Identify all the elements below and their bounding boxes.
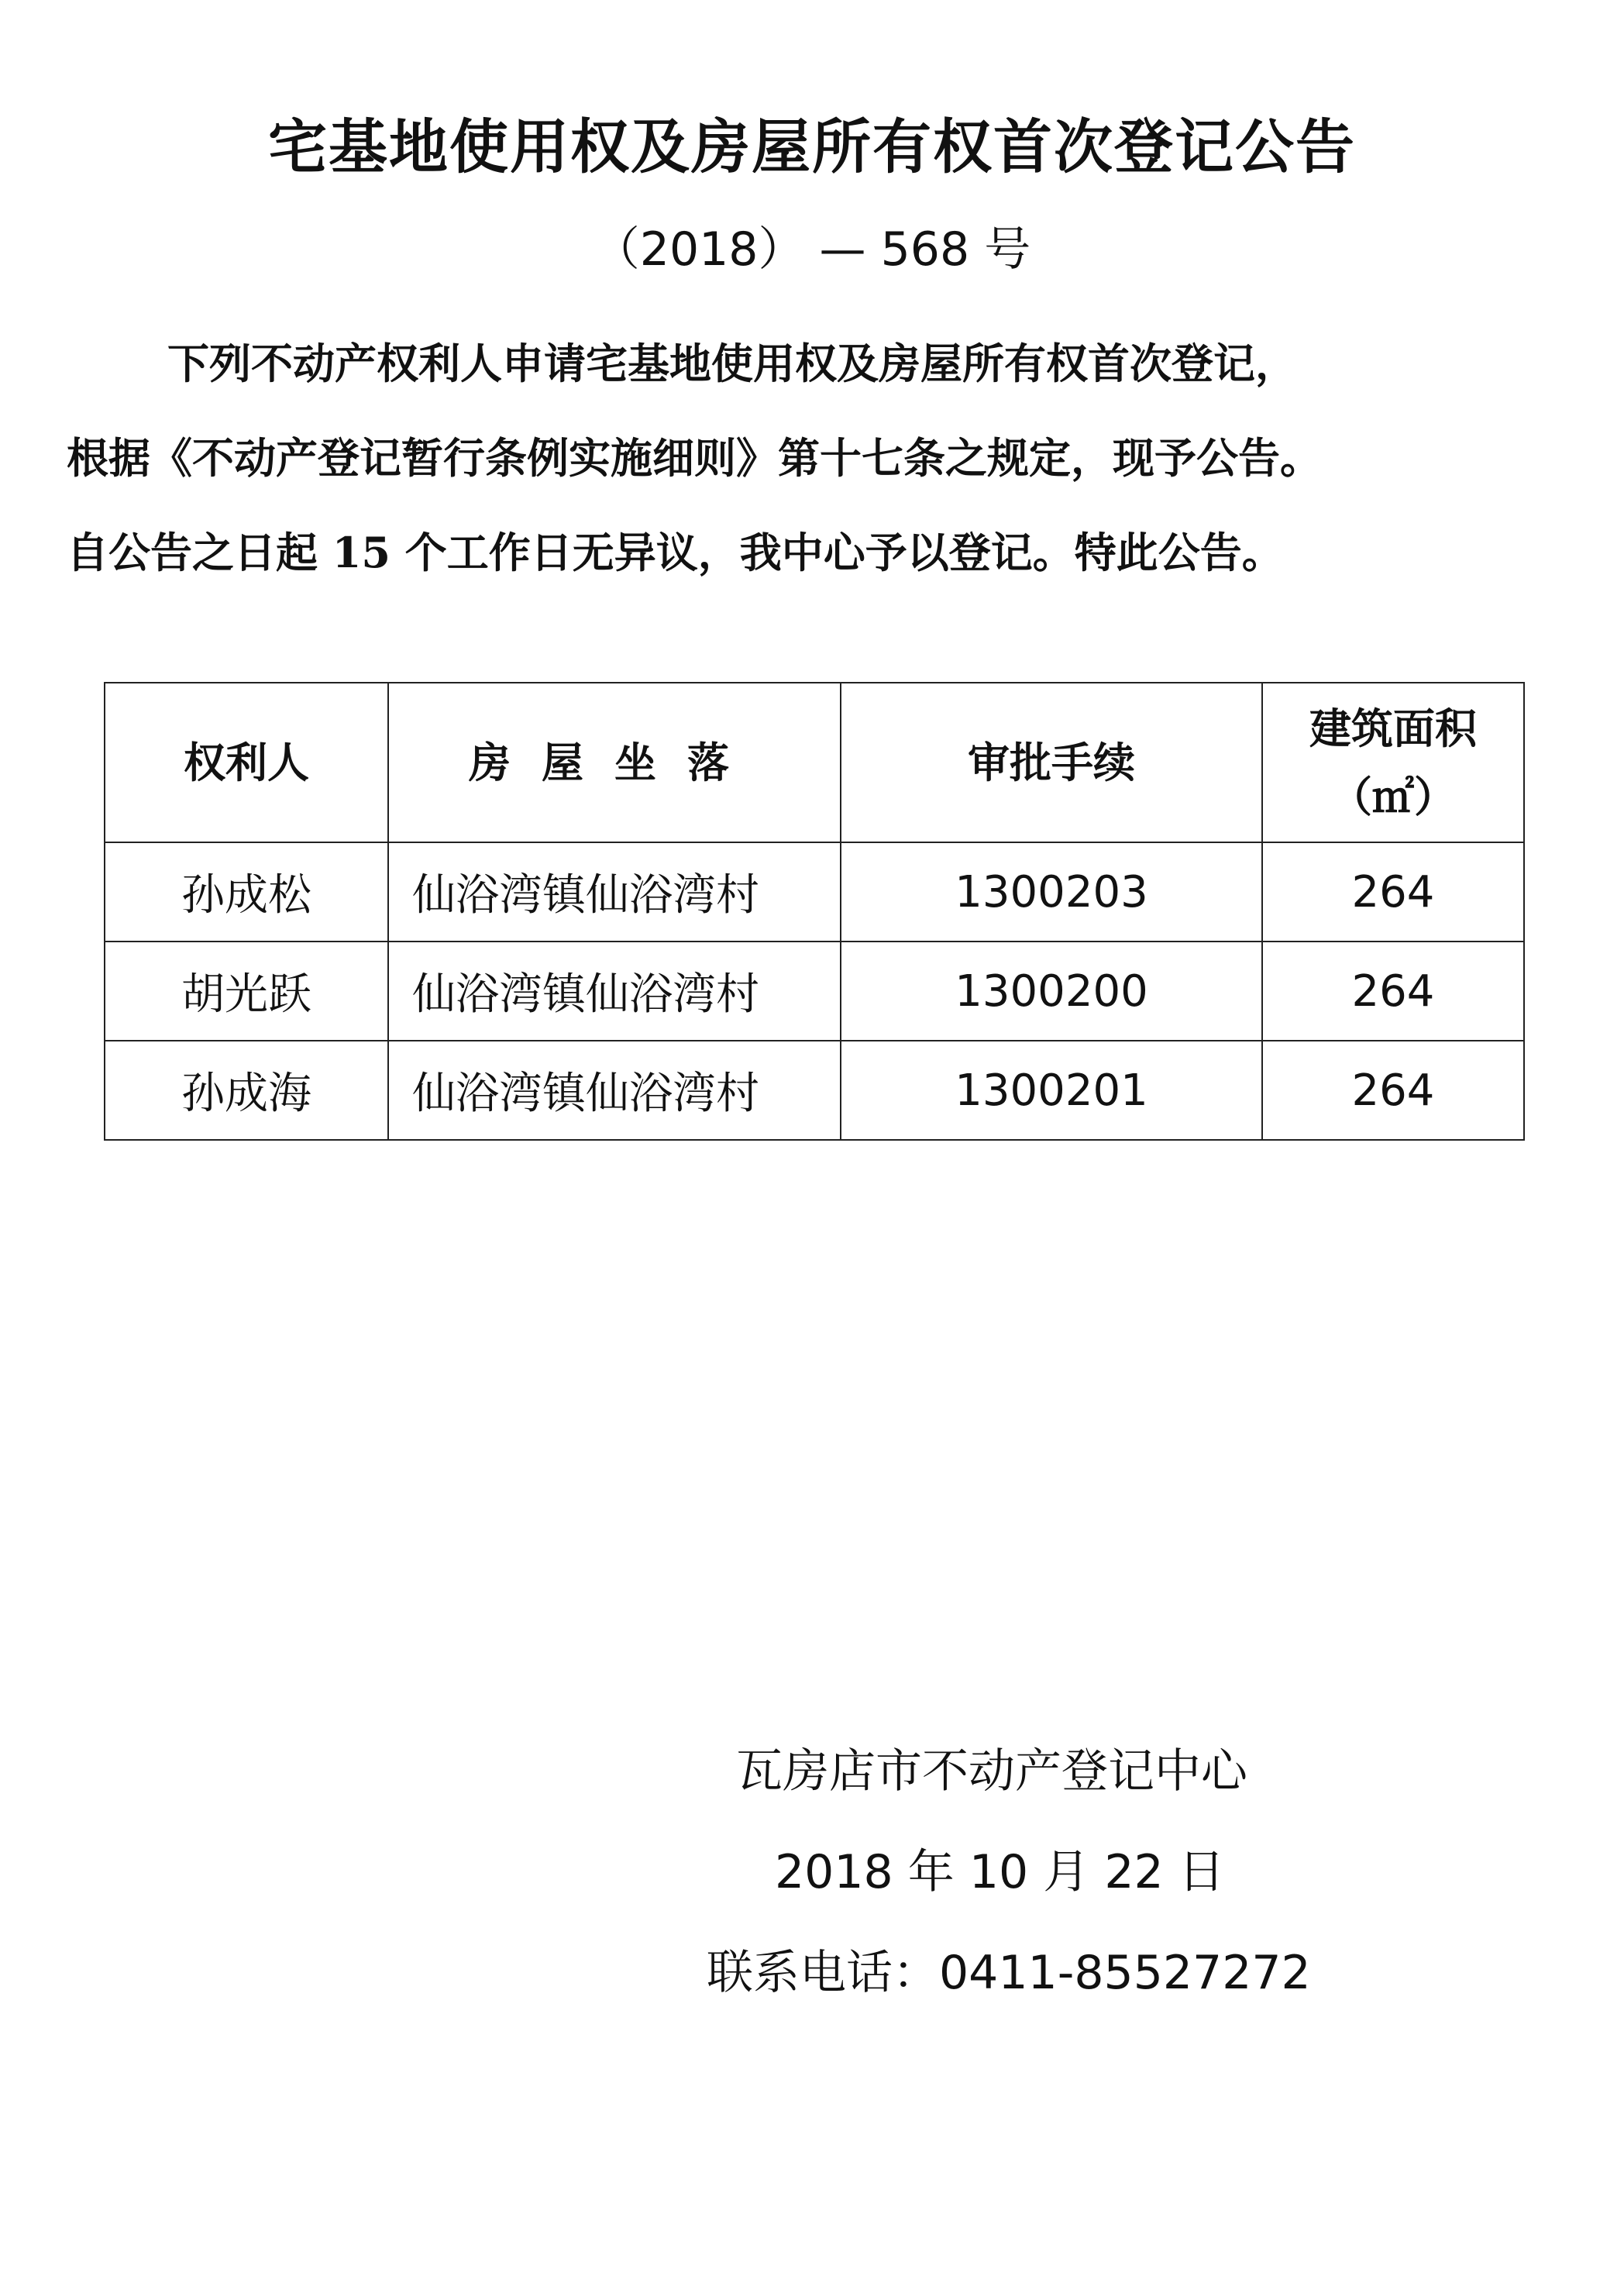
header-owner: 权利人 — [105, 683, 388, 842]
registration-table — [104, 682, 1525, 1141]
header-area-label: 建筑面积 — [1309, 704, 1477, 753]
cell-approval: 1300201 — [841, 1041, 1262, 1140]
cell-approval: 1300203 — [841, 842, 1262, 942]
header-area — [1262, 683, 1524, 842]
paragraph-line-1: 下列不动产权利人申请宅基地使用权及房屋所有权首次登记， — [167, 339, 1297, 388]
paragraph-line-2: 根据《不动产登记暂行条例实施细则》第十七条之规定，现予公告。 — [67, 433, 1322, 483]
cell-location: 仙浴湾镇仙浴湾村 — [388, 842, 841, 942]
cell-location: 仙浴湾镇仙浴湾村 — [388, 1041, 841, 1140]
issue-date: 2018 年 10 月 22 日 — [775, 1845, 1225, 1899]
cell-location: 仙浴湾镇仙浴湾村 — [388, 942, 841, 1041]
issuing-organization: 瓦房店市不动产登记中心 — [736, 1744, 1247, 1799]
cell-owner: 孙成松 — [105, 842, 388, 942]
contact-phone: 联系电话：0411-85527272 — [707, 1946, 1311, 2000]
notice-paragraph — [67, 316, 1585, 600]
cell-area: 264 — [1262, 1041, 1524, 1140]
table-header-row — [105, 683, 1524, 842]
cell-area: 264 — [1262, 942, 1524, 1041]
cell-owner: 孙成海 — [105, 1041, 388, 1140]
notice-title: 宅基地使用权及房屋所有权首次登记公告 — [268, 112, 1356, 181]
paragraph-line-3: 自公告之日起 15 个工作日无异议，我中心予以登记。特此公告。 — [67, 528, 1284, 577]
document-number: （2018） — 568 号 — [593, 222, 1031, 277]
cell-area: 264 — [1262, 842, 1524, 942]
header-location: 房屋坐落 — [388, 683, 841, 842]
cell-approval: 1300200 — [841, 942, 1262, 1041]
header-area-unit: （㎡） — [1330, 772, 1456, 821]
table-row — [105, 1041, 1524, 1140]
table-row — [105, 942, 1524, 1041]
header-approval: 审批手续 — [841, 683, 1262, 842]
cell-owner: 胡光跃 — [105, 942, 388, 1041]
table-row — [105, 842, 1524, 942]
